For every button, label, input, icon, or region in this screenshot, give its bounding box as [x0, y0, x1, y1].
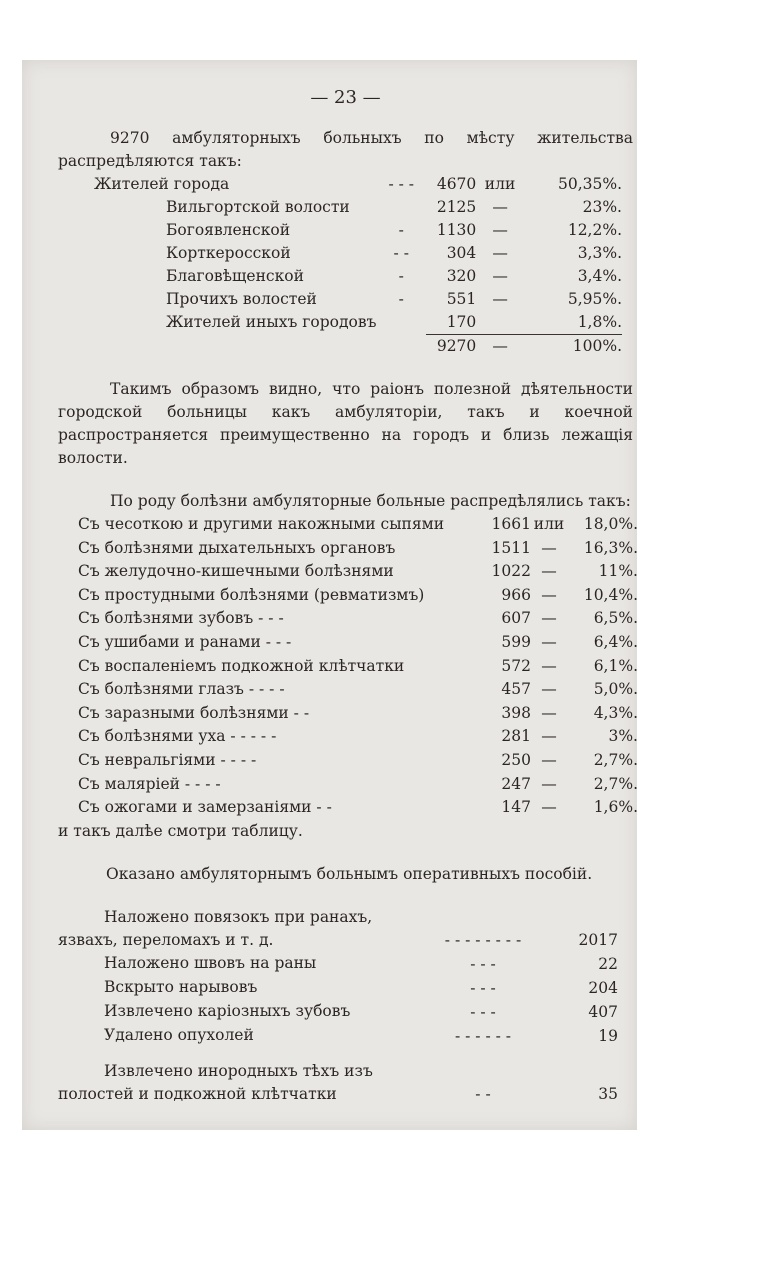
- disease-row: [78, 702, 638, 726]
- operation-value: 35: [598, 1084, 618, 1103]
- residence-count: 320: [446, 267, 477, 285]
- residence-dashes: [376, 311, 426, 335]
- residence-percent: 23%.: [582, 198, 622, 216]
- residence-percent: 3,4%.: [577, 267, 622, 285]
- residence-percent: 50,35%.: [557, 175, 622, 193]
- disease-row: [78, 796, 638, 820]
- residence-dashes: [376, 196, 426, 219]
- disease-count: 457: [501, 680, 531, 699]
- residence-count: 2125: [436, 198, 477, 216]
- disease-name: Съ воспаленіемъ подкожной клѣтчатки: [78, 656, 405, 675]
- residence-row: [94, 288, 622, 311]
- disease-separator: —: [541, 656, 557, 675]
- operation-row-dressings: [58, 906, 618, 952]
- residence-total-spacer: [376, 335, 426, 359]
- disease-row: [78, 607, 638, 631]
- residence-table: [94, 173, 622, 358]
- disease-row: [78, 513, 638, 537]
- operation-row-foreign-bodies: [58, 1060, 618, 1106]
- disease-count: 250: [501, 750, 531, 769]
- operations-table: [58, 906, 618, 1106]
- disease-count: 572: [501, 656, 531, 675]
- disease-name: Съ простудными болѣзнями (ревматизмъ): [78, 585, 425, 604]
- disease-count: 1511: [491, 538, 531, 557]
- intro-paragraph: 9270 амбуляторныхъ больныхъ по мѣсту жительства распредѣляются такъ:: [58, 129, 633, 170]
- disease-percent: 6,5%.: [593, 609, 638, 628]
- disease-name: Съ ушибами и ранами - - -: [78, 632, 292, 651]
- residence-count: 551: [446, 290, 477, 308]
- disease-count: 1661: [491, 515, 531, 533]
- operation-label: Извлечено инородныхъ тѣхъ изъ полостей и подкожной клѣтчатки: [58, 1061, 373, 1103]
- disease-percent: 18,0%.: [583, 515, 638, 533]
- disease-count: 1022: [491, 562, 531, 581]
- operations-spacer: [58, 1048, 618, 1060]
- disease-separator: —: [541, 538, 557, 557]
- page-content: [58, 86, 638, 1106]
- disease-row: [78, 773, 638, 797]
- disease-name: Съ чесоткою и другими накожными сыпями: [78, 515, 445, 533]
- operation-dashes: - - -: [470, 954, 496, 973]
- operation-dashes: - - - - - - - -: [444, 930, 522, 949]
- operation-row: [58, 1024, 618, 1048]
- disease-row: [78, 655, 638, 679]
- residence-percent: 5,95%.: [567, 290, 622, 308]
- disease-row: [78, 749, 638, 773]
- operation-dashes: - - -: [470, 978, 496, 997]
- residence-row: [94, 311, 622, 335]
- disease-percent: 6,4%.: [593, 632, 638, 651]
- disease-name: Съ ожогами и замерзаніями - -: [78, 798, 332, 817]
- operation-label: Извлечено каріозныхъ зубовъ: [104, 1001, 351, 1020]
- residence-row: [94, 242, 622, 265]
- disease-percent: 2,7%.: [593, 750, 638, 769]
- residence-total-percent: 100%.: [524, 335, 622, 359]
- disease-row: [78, 537, 638, 561]
- operation-label: Удалено опухолей: [104, 1025, 254, 1044]
- operation-value: 19: [598, 1026, 618, 1045]
- residence-percent: 12,2%.: [567, 221, 622, 239]
- disease-separator: —: [541, 585, 557, 604]
- disease-name: Съ заразными болѣзнями - -: [78, 703, 310, 722]
- residence-place: Жителей города: [94, 175, 230, 193]
- residence-count: 1130: [436, 221, 477, 239]
- disease-percent: 4,3%.: [593, 703, 638, 722]
- disease-name: Съ маляріей - - - -: [78, 774, 221, 793]
- residence-row: [94, 265, 622, 288]
- disease-percent: 3%.: [608, 727, 638, 746]
- residence-place: Вильгортской волости: [166, 198, 350, 216]
- diseases-tail: и такъ далѣе смотри таблицу.: [58, 821, 303, 840]
- residence-dashes: -: [398, 290, 404, 308]
- residence-separator: —: [492, 290, 508, 308]
- operation-row: [58, 976, 618, 1000]
- disease-separator: —: [541, 750, 557, 769]
- disease-count: 281: [501, 727, 531, 746]
- disease-percent: 1,6%.: [593, 798, 638, 817]
- residence-place: Корткеросской: [166, 244, 291, 262]
- residence-separator: —: [492, 244, 508, 262]
- residence-place: Прочихъ волостей: [166, 290, 317, 308]
- residence-total-separator: —: [476, 335, 524, 359]
- disease-count: 247: [501, 774, 531, 793]
- residence-total-row: [94, 335, 622, 359]
- disease-name: Съ желудочно-кишечными болѣзнями: [78, 562, 394, 581]
- disease-row: [78, 631, 638, 655]
- disease-percent: 10,4%.: [583, 585, 638, 604]
- disease-separator: —: [541, 798, 557, 817]
- operation-label: Наложено швовъ на раны: [104, 953, 317, 972]
- disease-count: 966: [501, 585, 531, 604]
- disease-separator: —: [541, 609, 557, 628]
- residence-dashes: -: [398, 267, 404, 285]
- disease-name: Съ невральгіями - - - -: [78, 750, 257, 769]
- operation-label: Наложено повязокъ при ранахъ, язвахъ, переломахъ и т. д.: [58, 907, 373, 949]
- disease-name: Съ болѣзнями зубовъ - - -: [78, 609, 284, 628]
- residence-total-count: 9270: [426, 335, 476, 359]
- disease-separator: —: [541, 680, 557, 699]
- operation-dashes: - -: [475, 1084, 491, 1103]
- residence-separator: —: [492, 267, 508, 285]
- operation-value: 2017: [578, 930, 618, 949]
- disease-name: Съ болѣзнями дыхательныхъ органовъ: [78, 538, 396, 557]
- disease-separator: или: [533, 515, 565, 533]
- disease-name: Съ болѣзнями уха - - - - -: [78, 727, 277, 746]
- diseases-table: [78, 513, 638, 820]
- operation-value: 407: [588, 1002, 618, 1021]
- residence-dashes: - - -: [388, 175, 415, 193]
- residence-place: Благовѣщенской: [166, 267, 304, 285]
- operation-dashes: - - -: [470, 1002, 496, 1021]
- disease-row: [78, 560, 638, 584]
- residence-row: [94, 196, 622, 219]
- operation-value: 204: [588, 978, 618, 997]
- disease-percent: 2,7%.: [593, 774, 638, 793]
- disease-count: 599: [501, 632, 531, 651]
- disease-separator: —: [541, 632, 557, 651]
- residence-dashes: - -: [393, 244, 409, 262]
- disease-count: 607: [501, 609, 531, 628]
- disease-row: [78, 678, 638, 702]
- operation-row: [58, 1000, 618, 1024]
- residence-separator: —: [492, 198, 508, 216]
- residence-separator: или: [484, 175, 516, 193]
- residence-count: 170: [446, 313, 477, 331]
- residence-place: Жителей иныхъ городовъ: [166, 313, 377, 331]
- disease-count: 147: [501, 798, 531, 817]
- disease-percent: 6,1%.: [593, 656, 638, 675]
- residence-percent: 1,8%.: [577, 313, 622, 331]
- operation-row: [58, 952, 618, 976]
- scanned-page: [22, 60, 637, 1130]
- residence-count: 4670: [436, 175, 477, 193]
- operations-heading: Оказано амбуляторнымъ больнымъ оперативныхъ пособій.: [106, 864, 593, 883]
- residence-percent: 3,3%.: [577, 244, 622, 262]
- disease-row: [78, 584, 638, 608]
- residence-separator: [476, 311, 524, 335]
- operation-label: Вскрыто нарывовъ: [104, 977, 258, 996]
- residence-separator: —: [492, 221, 508, 239]
- paragraph-district: Такимъ образомъ видно, что раіонъ полезной дѣятельности городской больницы какъ амбуляторіи, такъ и коечной распространяется преимущественно на городъ и близь лежащія волости.: [58, 380, 633, 467]
- disease-row: [78, 725, 638, 749]
- residence-row: [94, 219, 622, 242]
- disease-percent: 5,0%.: [593, 680, 638, 699]
- disease-separator: —: [541, 562, 557, 581]
- disease-name: Съ болѣзнями глазъ - - - -: [78, 680, 285, 699]
- disease-count: 398: [501, 703, 531, 722]
- disease-separator: —: [541, 727, 557, 746]
- operation-dashes: - - - - - -: [454, 1026, 512, 1045]
- disease-percent: 16,3%.: [583, 538, 638, 557]
- residence-place: Богоявленской: [166, 221, 291, 239]
- page-number: — 23 —: [310, 87, 381, 108]
- residence-dashes: -: [398, 221, 404, 239]
- residence-row: [94, 173, 622, 196]
- disease-percent: 11%.: [598, 562, 638, 581]
- disease-separator: —: [541, 774, 557, 793]
- paragraph-diseases-intro: По роду болѣзни амбуляторные больные распредѣлялись такъ:: [110, 492, 631, 510]
- residence-count: 304: [446, 244, 477, 262]
- operation-value: 22: [598, 954, 618, 973]
- residence-total-spacer: [94, 335, 376, 359]
- disease-separator: —: [541, 703, 557, 722]
